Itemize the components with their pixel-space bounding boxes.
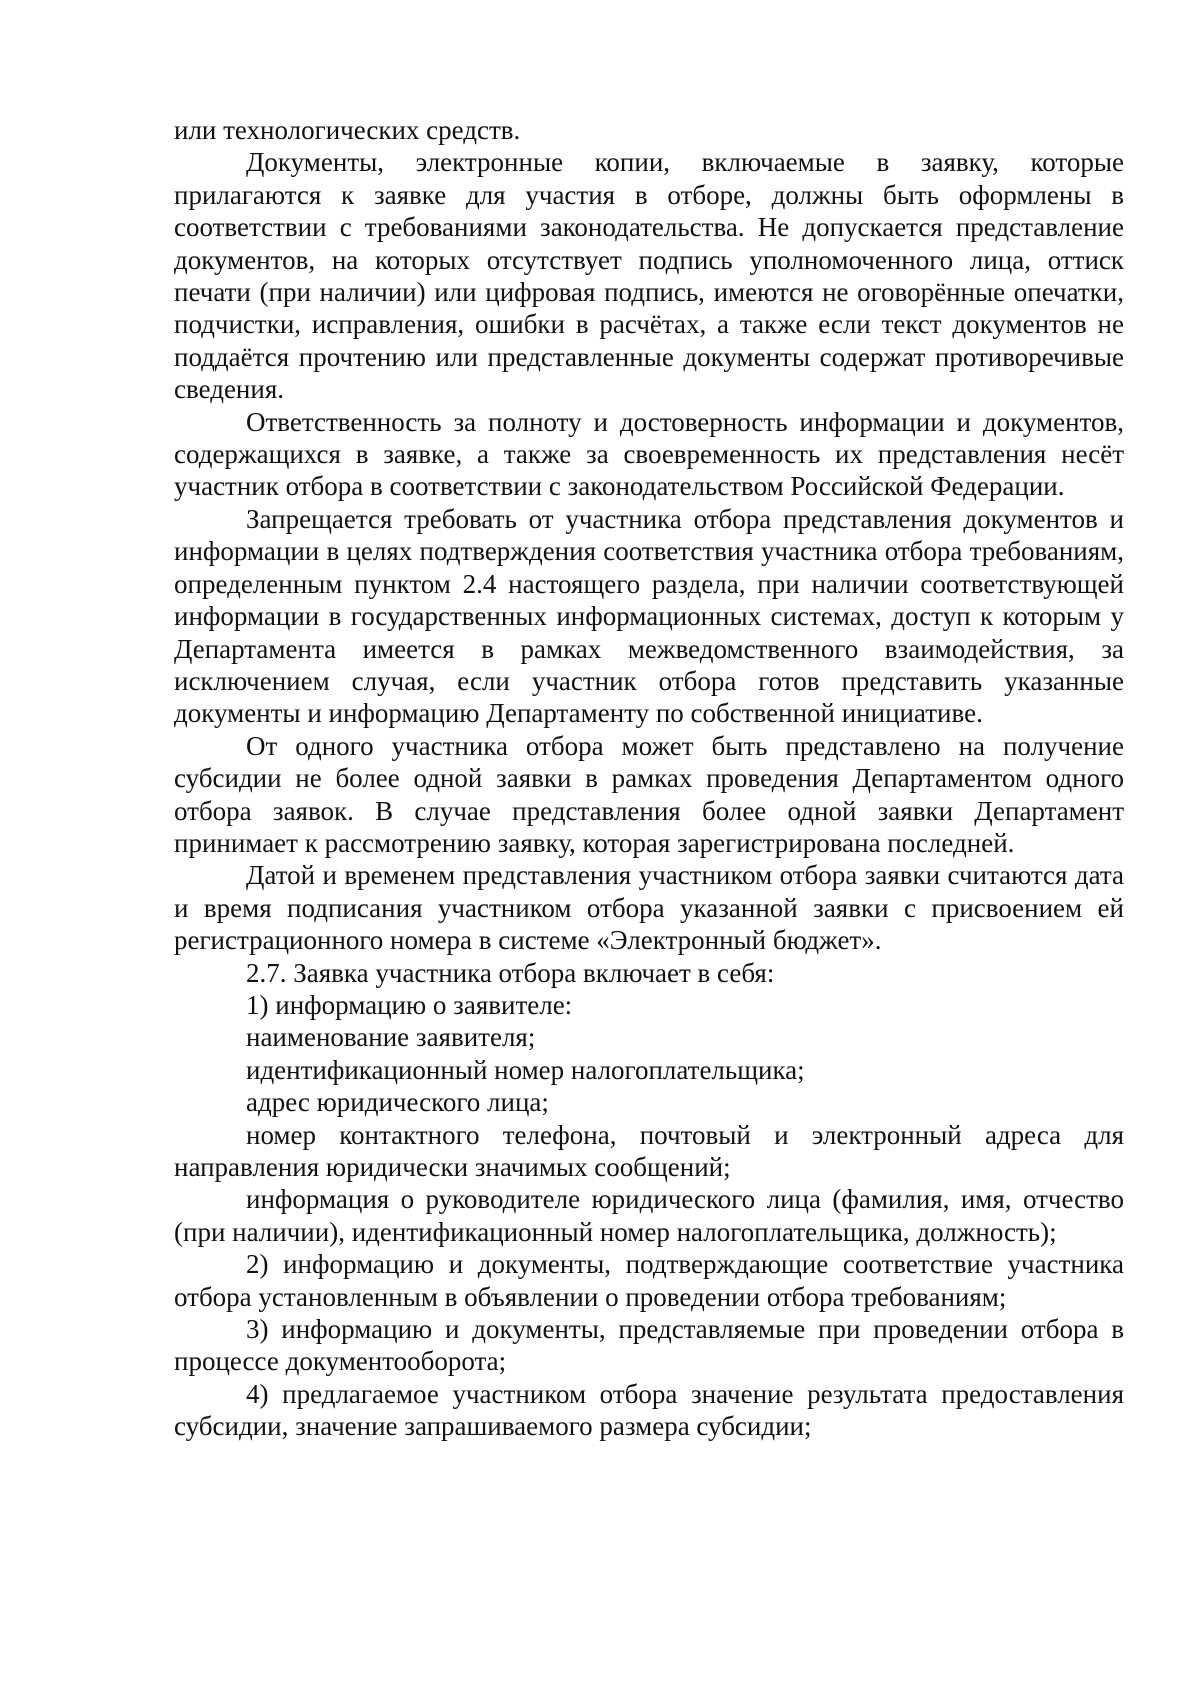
- paragraph-single-application: От одного участника отбора может быть представлено на получение субсидии не более одной заявки в рамках проведения Департаментом одного отбора заявок. В случае представления более одной заявки Департамент принимает к рассмотрению заявку, которая зарегистрирована последней.: [174, 730, 1124, 858]
- paragraph-responsibility: Ответственность за полноту и достоверность информации и документов, содержащихся в заявке, а также за своевременность их представления несёт участник отбора в соответствии с законодательством Российской Федерации.: [174, 406, 1124, 502]
- list-item-4: 4) предлагаемое участником отбора значение результата предоставления субсидии, значение запрашиваемого размера субсидии;: [174, 1378, 1124, 1442]
- list-subitem-address: адрес юридического лица;: [246, 1087, 549, 1118]
- list-item-3: 3) информацию и документы, представляемые при проведении отбора в процессе документооборота;: [174, 1314, 1124, 1377]
- list-item-1: 1) информацию о заявителе:: [246, 989, 573, 1020]
- paragraph-continuation: или технологических средств.: [174, 115, 521, 145]
- paragraph-prohibition: Запрещается требовать от участника отбора представления документов и информации в целях подтверждения соответствия участника отбора требованиям, определенным пунктом 2.4 настоящего раздела, при наличии соответствующей информации в государственных информационных системах, доступ к которым у Департамента имеется в рамках межведомственного взаимодействия, за исключением случая, если участник отбора готов представить указанные документы и информацию Департаменту по собственной инициативе.: [174, 503, 1124, 729]
- list-subitem-inn: идентификационный номер налогоплательщика;: [246, 1054, 805, 1085]
- list-item-2: 2) информацию и документы, подтверждающие соответствие участника отбора установленным в объявлении о проведении отбора требованиям;: [174, 1249, 1124, 1312]
- paragraph-submission-date: Датой и временем представления участником отбора заявки считаются дата и время подписания участником отбора указанной заявки с присвоением ей регистрационного номера в системе «Электронный бюджет».: [174, 860, 1124, 956]
- document-page: [174, 114, 1124, 1443]
- section-heading-2-7: 2.7. Заявка участника отбора включает в себя:: [246, 957, 775, 988]
- list-subitem-contacts: номер контактного телефона, почтовый и электронный адреса для направления юридически значимых сообщений;: [174, 1119, 1124, 1182]
- paragraph-documents-requirements: Документы, электронные копии, включаемые в заявку, которые прилагаются к заявке для участия в отборе, должны быть оформлены в соответствии с требованиями законодательства. Не допускается представление документов, на которых отсутствует подпись уполномоченного лица, оттиск печати (при наличии) или цифровая подпись, имеются не оговорённые опечатки, подчистки, исправления, ошибки в расчётах, а также если текст документов не поддаётся прочтению или представленные документы содержат противоречивые сведения.: [174, 147, 1124, 405]
- list-subitem-head-info: информация о руководителе юридического лица (фамилия, имя, отчество (при наличии), идентификационный номер налогоплательщика, должность);: [174, 1184, 1124, 1247]
- list-subitem-name: наименование заявителя;: [246, 1022, 536, 1053]
